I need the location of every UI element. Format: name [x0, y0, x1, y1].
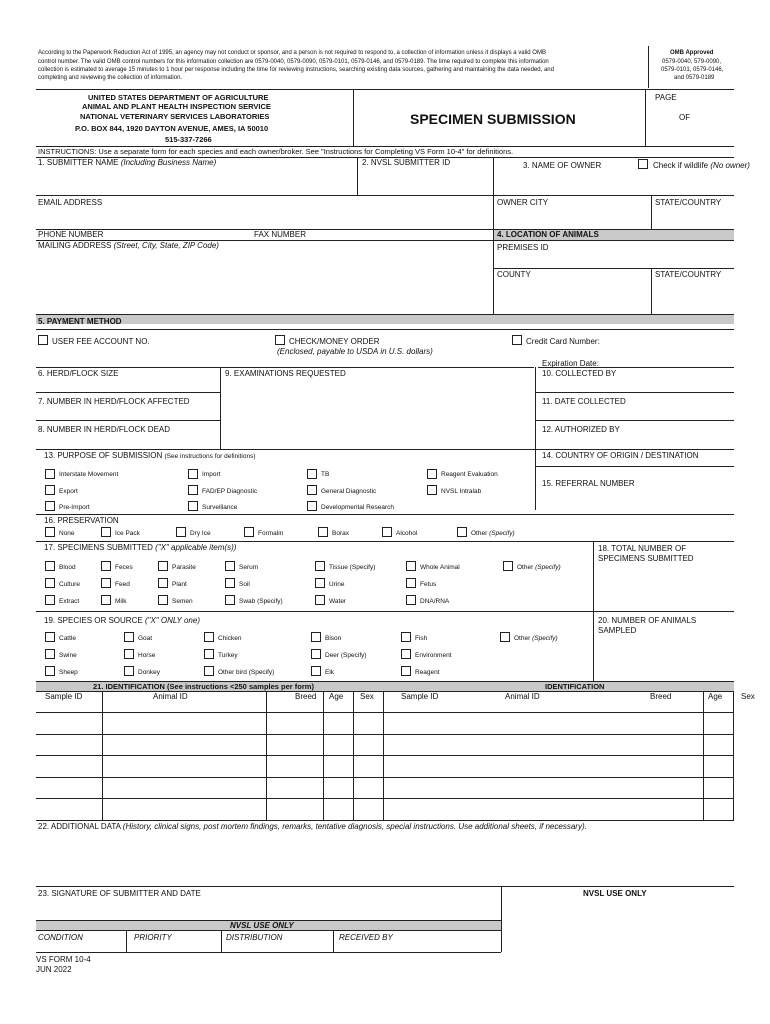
specimens-header: 17. SPECIMENS SUBMITTED ("X" applicable item(s)) — [44, 543, 237, 552]
agency-line: 515-337-7266 — [165, 135, 212, 144]
purpose-dev-research-checkbox[interactable] — [307, 501, 317, 511]
phone-input[interactable] — [110, 230, 250, 240]
page-label: PAGE — [655, 93, 677, 102]
purpose-export-checkbox[interactable] — [45, 485, 55, 495]
col-header: Breed — [295, 692, 317, 701]
col-header: Sample ID — [401, 692, 439, 701]
herd-size-label: 6. HERD/FLOCK SIZE — [38, 369, 119, 378]
pres-option: Dry Ice — [190, 530, 211, 537]
check-money-order-label: CHECK/MONEY ORDER — [289, 337, 380, 346]
additional-data-input[interactable] — [38, 834, 732, 884]
spec-option: Tissue (Specify) — [329, 564, 376, 571]
purpose-nvsl-intralab-checkbox[interactable] — [427, 485, 437, 495]
fax-label: FAX NUMBER — [254, 230, 307, 239]
owner-state-label: STATE/COUNTRY — [655, 198, 722, 207]
purpose-option: FAD/EP Diagnostic — [202, 488, 258, 495]
purpose-option: NVSL Intralab — [441, 488, 482, 495]
exams-label: 9. EXAMINATIONS REQUESTED — [225, 369, 346, 378]
species-horse-checkbox[interactable] — [124, 649, 134, 659]
species-donkey-checkbox[interactable] — [124, 666, 134, 676]
species-environment-checkbox[interactable] — [401, 649, 411, 659]
spec-option: Semen — [172, 598, 193, 605]
preservation-header: 16. PRESERVATION — [44, 516, 119, 525]
spec-fetus-checkbox[interactable] — [406, 578, 416, 588]
purpose-general-diag-checkbox[interactable] — [307, 485, 317, 495]
total-specimens-label2: SPECIMENS SUBMITTED — [598, 554, 694, 563]
county-label: COUNTY — [497, 270, 531, 279]
submitter-name-input[interactable] — [38, 170, 353, 190]
payment-header: 5. PAYMENT METHOD — [38, 317, 122, 326]
spec-option: Blood — [59, 564, 76, 571]
purpose-option: Export — [59, 488, 78, 495]
spec-soil-checkbox[interactable] — [225, 578, 235, 588]
purpose-option: Reagent Evaluation — [441, 471, 498, 478]
species-goat-checkbox[interactable] — [124, 632, 134, 642]
owner-name-input[interactable] — [497, 174, 732, 192]
country-label: 14. COUNTRY OF ORIGIN / DESTINATION — [542, 451, 699, 460]
spec-option: Soil — [239, 581, 250, 588]
spec-milk-checkbox[interactable] — [101, 595, 111, 605]
email-input[interactable] — [38, 210, 488, 226]
species-option: Bison — [325, 635, 342, 642]
spec-option: Urine — [329, 581, 345, 588]
species-other-checkbox[interactable] — [500, 632, 510, 642]
purpose-tb-checkbox[interactable] — [307, 469, 317, 479]
user-fee-input[interactable] — [160, 336, 260, 348]
purpose-pre-import-checkbox[interactable] — [45, 501, 55, 511]
mailing-address-label: MAILING ADDRESS (Street, City, State, ZIP Code) — [38, 241, 219, 250]
page-number-input[interactable] — [690, 92, 730, 104]
date-collected-label: 11. DATE COLLECTED — [542, 397, 626, 406]
purpose-option: Interstate Movement — [59, 471, 119, 478]
spec-option: Fetus — [420, 581, 437, 588]
species-deer-checkbox[interactable] — [311, 649, 321, 659]
spec-dna-rna-checkbox[interactable] — [406, 595, 416, 605]
spec-option: Swab (Specify) — [239, 598, 283, 605]
mailing-address-input[interactable] — [38, 253, 488, 311]
species-sheep-checkbox[interactable] — [45, 666, 55, 676]
collected-by-label: 10. COLLECTED BY — [542, 369, 617, 378]
col-header: Animal ID — [153, 692, 188, 701]
pres-alcohol-checkbox[interactable] — [382, 527, 392, 537]
location-header: 4. LOCATION OF ANIMALS — [497, 230, 599, 239]
pres-none-checkbox[interactable] — [45, 527, 55, 537]
spec-parasite-checkbox[interactable] — [158, 561, 168, 571]
owner-state-input[interactable] — [655, 210, 732, 226]
species-option: Horse — [138, 652, 156, 659]
species-swine-checkbox[interactable] — [45, 649, 55, 659]
col-header: Animal ID — [505, 692, 540, 701]
species-option-other: Other (Specify) — [514, 635, 558, 642]
form-date: JUN 2022 — [36, 965, 72, 974]
form-number: VS FORM 10-4 — [36, 955, 91, 964]
spec-serum-checkbox[interactable] — [225, 561, 235, 571]
spec-option: Feed — [115, 581, 130, 588]
species-option: Donkey — [138, 669, 161, 676]
user-fee-label: USER FEE ACCOUNT NO. — [52, 337, 150, 346]
owner-city-input[interactable] — [497, 210, 647, 226]
nvsl-use-only-right: NVSL USE ONLY — [583, 889, 647, 898]
pra-line: control number. The valid OMB control numbers for this information collection are 0579-0040, 0579-0090, 0579-0101, 0579-0146, and 0579-0189. The time required to complete this information — [38, 59, 549, 65]
species-other-bird-checkbox[interactable] — [204, 666, 214, 676]
spec-option: Feces — [115, 564, 133, 571]
received-by-label: RECEIVED BY — [339, 933, 393, 942]
purpose-option: Import — [202, 471, 221, 478]
species-bison-checkbox[interactable] — [311, 632, 321, 642]
credit-card-checkbox[interactable] — [512, 335, 522, 345]
col-header: Sex — [360, 692, 374, 701]
species-option: Sheep — [59, 669, 78, 676]
location-state-input[interactable] — [655, 283, 732, 311]
species-elk-checkbox[interactable] — [311, 666, 321, 676]
species-option: Elk — [325, 669, 335, 676]
table-cell[interactable] — [104, 735, 264, 755]
agency-line: ANIMAL AND PLANT HEALTH INSPECTION SERVICE — [82, 102, 271, 111]
nvsl-submitter-id-label: 2. NVSL SUBMITTER ID — [362, 158, 451, 167]
premises-id-input[interactable] — [497, 254, 732, 266]
spec-extract-checkbox[interactable] — [45, 595, 55, 605]
fax-input[interactable] — [316, 230, 486, 240]
purpose-option: Surveillance — [202, 504, 238, 511]
spec-option-other: Other (Specify) — [517, 564, 561, 571]
pres-dry-ice-checkbox[interactable] — [176, 527, 186, 537]
spec-feed-checkbox[interactable] — [101, 578, 111, 588]
spec-option: Whole Animal — [420, 564, 460, 571]
signature-label: 23. SIGNATURE OF SUBMITTER AND DATE — [38, 889, 201, 898]
species-header: 19. SPECIES OR SOURCE ("X" ONLY one) — [44, 616, 200, 625]
pres-option: Borax — [332, 530, 349, 537]
referral-label: 15. REFERRAL NUMBER — [542, 479, 635, 488]
spec-other-checkbox[interactable] — [503, 561, 513, 571]
species-option: Other bird (Specify) — [218, 669, 275, 676]
spec-semen-checkbox[interactable] — [158, 595, 168, 605]
spec-option: Culture — [59, 581, 80, 588]
species-option: Cattle — [59, 635, 76, 642]
col-header: Age — [708, 692, 723, 701]
herd-affected-label: 7. NUMBER IN HERD/FLOCK AFFECTED — [38, 397, 190, 406]
agency-line: UNITED STATES DEPARTMENT OF AGRICULTURE — [88, 93, 269, 102]
spec-water-checkbox[interactable] — [315, 595, 325, 605]
species-turkey-checkbox[interactable] — [204, 649, 214, 659]
species-option: Chicken — [218, 635, 242, 642]
phone-label: PHONE NUMBER — [38, 230, 104, 239]
credit-card-input[interactable] — [608, 336, 732, 348]
owner-name-label: 3. NAME OF OWNER — [523, 161, 602, 170]
species-chicken-checkbox[interactable] — [204, 632, 214, 642]
distribution-label: DISTRIBUTION — [226, 933, 283, 942]
credit-card-label: Credit Card Number: — [526, 337, 600, 346]
spec-culture-checkbox[interactable] — [45, 578, 55, 588]
table-cell[interactable] — [104, 713, 264, 733]
omb-title: OMB Approved — [670, 50, 714, 56]
pra-line: collection is estimated to average 15 minutes to 1 hour per response including the time for reviewing instructions, searching existing data sources, gathering and maintaining the data needed, and — [38, 67, 554, 73]
spec-tissue-checkbox[interactable] — [315, 561, 325, 571]
species-option: Turkey — [218, 652, 238, 659]
pres-formalin-checkbox[interactable] — [244, 527, 254, 537]
table-cell[interactable] — [38, 713, 100, 733]
omb-line: 0579-0040, 579-0090, — [662, 59, 722, 65]
page-total-input[interactable] — [695, 112, 730, 124]
col-header: Sex — [741, 692, 755, 701]
form-title: SPECIMEN SUBMISSION — [410, 111, 576, 127]
pres-other-checkbox[interactable] — [457, 527, 467, 537]
pres-option: Ice Pack — [115, 530, 140, 537]
species-cattle-checkbox[interactable] — [45, 632, 55, 642]
purpose-surveillance-checkbox[interactable] — [188, 501, 198, 511]
identification-header: 21. IDENTIFICATION (See instructions <250 samples per form) — [93, 682, 314, 691]
species-option: Fish — [415, 635, 428, 642]
animals-sampled-label2: SAMPLED — [598, 626, 637, 635]
spec-option: Serum — [239, 564, 259, 571]
purpose-option: General Diagnostic — [321, 488, 377, 495]
pra-line: completing and reviewing the collection of information. — [38, 75, 183, 81]
spec-option: Water — [329, 598, 347, 605]
spec-option: Extract — [59, 598, 80, 605]
table-cell[interactable] — [38, 735, 100, 755]
condition-label: CONDITION — [38, 933, 83, 942]
omb-line: and 0579-0189 — [674, 75, 715, 81]
additional-data-label: 22. ADDITIONAL DATA (History, clinical signs, post mortem findings, remarks, tentative diagnosis, special instructions. Use additional sheets, if necessary). — [38, 822, 587, 831]
spec-option: DNA/RNA — [420, 598, 450, 605]
total-specimens-label: 18. TOTAL NUMBER OF — [598, 544, 687, 553]
species-option: Swine — [59, 652, 77, 659]
county-input[interactable] — [497, 283, 647, 311]
purpose-interstate-checkbox[interactable] — [45, 469, 55, 479]
nvsl-submitter-id-input[interactable] — [362, 170, 490, 190]
wildlife-checkbox[interactable] — [638, 159, 648, 169]
submitter-name-label: 1. SUBMITTER NAME (Including Business Name) — [38, 158, 217, 167]
spec-feces-checkbox[interactable] — [101, 561, 111, 571]
exams-input[interactable] — [225, 382, 530, 446]
species-option: Goat — [138, 635, 153, 642]
spec-plant-checkbox[interactable] — [158, 578, 168, 588]
spec-whole-animal-checkbox[interactable] — [406, 561, 416, 571]
pres-option: Formalin — [258, 530, 284, 537]
owner-city-label: OWNER CITY — [497, 198, 549, 207]
col-header: Age — [329, 692, 344, 701]
pres-option-other: Other (Specify) — [471, 530, 515, 537]
wildlife-label: Check if wildlife (No owner) — [653, 161, 750, 170]
species-option: Deer (Specify) — [325, 652, 367, 659]
location-state-label: STATE/COUNTRY — [655, 270, 722, 279]
herd-dead-label: 8. NUMBER IN HERD/FLOCK DEAD — [38, 425, 171, 434]
agency-line: P.O. BOX 844, 1920 DAYTON AVENUE, AMES, IA 50010 — [75, 124, 269, 133]
purpose-option: Developmental Research — [321, 504, 394, 511]
instructions: INSTRUCTIONS: Use a separate form for each species and each owner/broker. See "Instructions for Completing VS Form 10-4" for definitions. — [38, 147, 514, 156]
spec-swab-checkbox[interactable] — [225, 595, 235, 605]
species-option: Environment — [415, 652, 452, 659]
table-cell[interactable] — [385, 713, 701, 733]
purpose-reagent-eval-checkbox[interactable] — [427, 469, 437, 479]
purpose-option: TB — [321, 471, 330, 478]
nvsl-use-only-bottom: NVSL USE ONLY — [230, 921, 294, 930]
omb-line: 0579-0101, 0579-0146, — [661, 67, 724, 73]
species-fish-checkbox[interactable] — [401, 632, 411, 642]
spec-option: Milk — [115, 598, 127, 605]
pres-option: Alcohol — [396, 530, 418, 537]
species-option: Reagent — [415, 669, 440, 676]
pres-option: None — [59, 530, 75, 537]
email-label: EMAIL ADDRESS — [38, 198, 103, 207]
expiration-label: Expiration Date: — [542, 359, 599, 368]
pra-line: According to the Paperwork Reduction Act of 1995, an agency may not conduct or sponsor, and a person is not required to respond to, a collection of information unless it displays a valid OMB — [38, 50, 546, 56]
purpose-fad-checkbox[interactable] — [188, 485, 198, 495]
purpose-import-checkbox[interactable] — [188, 469, 198, 479]
spec-option: Parasite — [172, 564, 196, 571]
spec-option: Plant — [172, 581, 187, 588]
premises-id-label: PREMISES ID — [497, 243, 549, 252]
table-cell[interactable] — [385, 735, 701, 755]
identification-header-right: IDENTIFICATION — [545, 682, 605, 691]
pres-borax-checkbox[interactable] — [318, 527, 328, 537]
animals-sampled-label: 20. NUMBER OF ANIMALS — [598, 616, 697, 625]
purpose-header: 13. PURPOSE OF SUBMISSION (See instructions for definitions) — [44, 451, 256, 460]
authorized-by-label: 12. AUTHORIZED BY — [542, 425, 620, 434]
purpose-option: Pre-Import — [59, 504, 90, 511]
species-reagent-checkbox[interactable] — [401, 666, 411, 676]
user-fee-checkbox[interactable] — [38, 335, 48, 345]
check-money-order-checkbox[interactable] — [275, 335, 285, 345]
agency-line: NATIONAL VETERINARY SERVICES LABORATORIES — [80, 112, 270, 121]
signature-field[interactable] — [38, 900, 498, 918]
of-label: OF — [679, 113, 691, 122]
col-header: Sample ID — [45, 692, 83, 701]
spec-blood-checkbox[interactable] — [45, 561, 55, 571]
priority-label: PRIORITY — [134, 933, 172, 942]
pres-ice-pack-checkbox[interactable] — [101, 527, 111, 537]
col-header: Breed — [650, 692, 672, 701]
spec-urine-checkbox[interactable] — [315, 578, 325, 588]
check-money-order-note: (Enclosed, payable to USDA in U.S. dollars) — [277, 347, 433, 356]
